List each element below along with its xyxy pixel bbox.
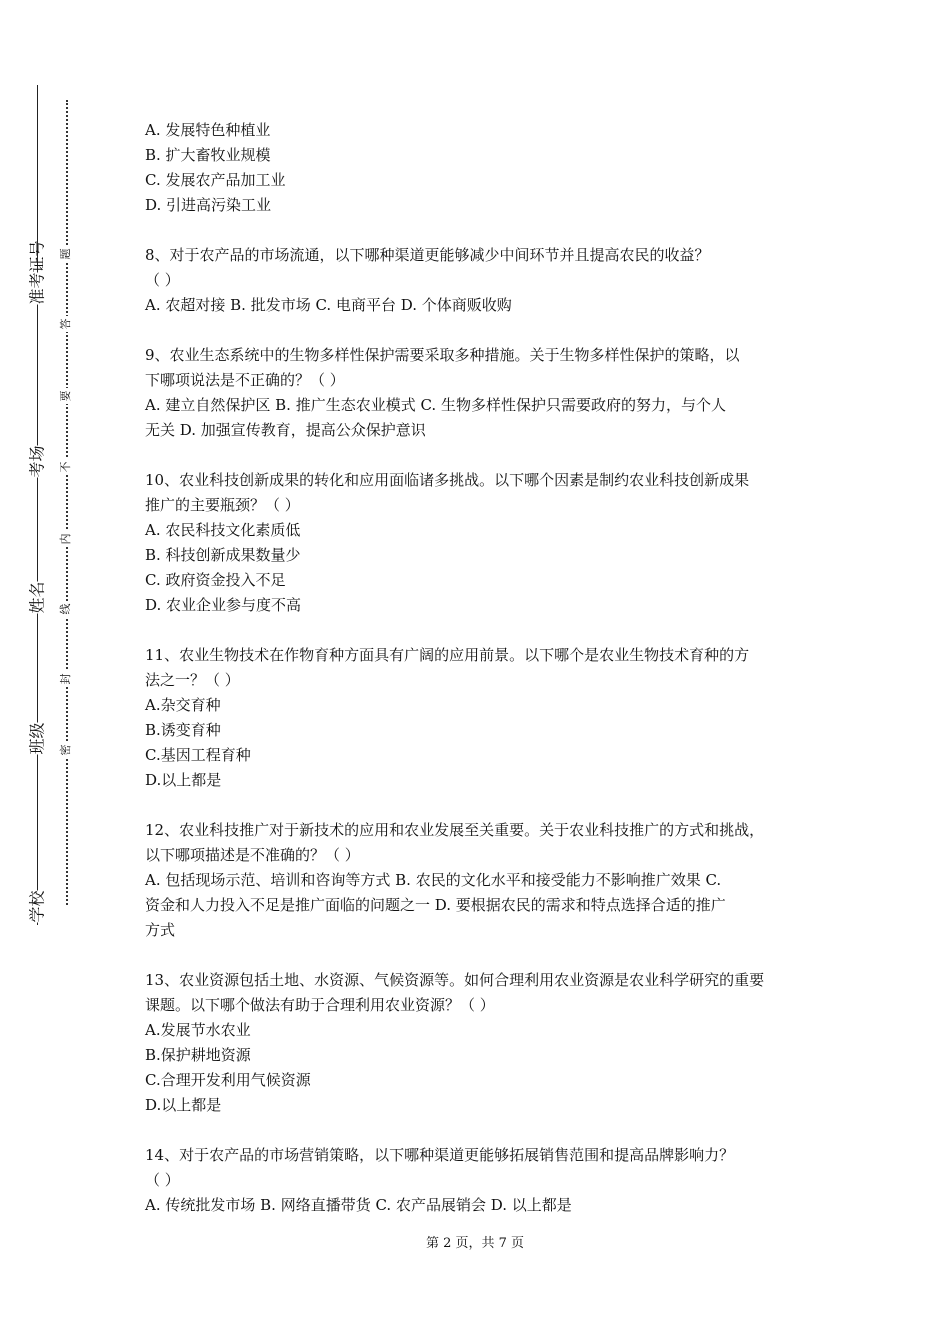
question-text: 推广的主要瓶颈？（ ） [145, 496, 300, 514]
option-line: D.以上都是 [145, 1096, 222, 1114]
binding-solid-line [37, 85, 38, 925]
question-11 [145, 643, 815, 793]
prev-question-options [145, 118, 815, 218]
option-line: D. 农业企业参与度不高 [145, 596, 302, 614]
option-line: 无关 D. 加强宣传教育，提高公众保护意识 [145, 421, 426, 439]
seal-char: 题 [59, 246, 73, 262]
seal-char: 内 [59, 531, 73, 547]
seal-char: 封 [59, 671, 73, 687]
question-text: 9、农业生态系统中的生物多样性保护需要采取多种措施。关于生物多样性保护的策略，以 [145, 346, 740, 364]
option-line: A. 发展特色种植业 [145, 121, 271, 139]
option-line: 方式 [145, 921, 176, 939]
option-line: B.诱变育种 [145, 721, 221, 739]
binding-dotted-line [66, 100, 68, 905]
field-exam-room-label: 考场 [25, 446, 48, 478]
question-12 [145, 818, 815, 943]
seal-char: 线 [59, 601, 73, 617]
option-line: A.杂交育种 [145, 696, 221, 714]
option-line: A. 农超对接 B. 批发市场 C. 电商平台 D. 个体商贩收购 [145, 296, 512, 314]
option-line: D.以上都是 [145, 771, 222, 789]
question-8 [145, 243, 815, 318]
option-line: C.合理开发利用气候资源 [145, 1071, 311, 1089]
option-line: A. 传统批发市场 B. 网络直播带货 C. 农产品展销会 D. 以上都是 [145, 1196, 572, 1214]
question-13 [145, 968, 815, 1118]
question-text: 14、对于农产品的市场营销策略，以下哪种渠道更能够拓展销售范围和提高品牌影响力？ [145, 1146, 735, 1164]
seal-char: 密 [59, 742, 73, 758]
question-14 [145, 1143, 815, 1218]
question-text: 10、农业科技创新成果的转化和应用面临诸多挑战。以下哪个因素是制约农业科技创新成果 [145, 471, 750, 489]
option-line: B. 科技创新成果数量少 [145, 546, 301, 564]
field-exam-id-label: 准考证号 [25, 273, 48, 305]
option-line: B. 扩大畜牧业规模 [145, 146, 271, 164]
question-text: 11、农业生物技术在作物育种方面具有广阔的应用前景。以下哪个是农业生物技术育种的方 [145, 646, 750, 664]
field-class-label: 班级 [25, 723, 48, 755]
question-text: 8、对于农产品的市场流通，以下哪种渠道更能够减少中间环节并且提高农民的收益？ [145, 246, 710, 264]
option-line: C. 政府资金投入不足 [145, 571, 286, 589]
question-text: 法之一？（ ） [145, 671, 240, 689]
seal-char: 要 [59, 388, 73, 404]
option-line: A. 农民科技文化素质低 [145, 521, 301, 539]
option-line: A.发展节水农业 [145, 1021, 251, 1039]
field-school-label: 学校 [25, 891, 48, 923]
option-line: D. 引进高污染工业 [145, 196, 272, 214]
option-line: C. 发展农产品加工业 [145, 171, 286, 189]
option-line: A. 包括现场示范、培训和咨询等方式 B. 农民的文化水平和接受能力不影响推广效果 C. [145, 871, 722, 889]
option-line: A. 建立自然保护区 B. 推广生态农业模式 C. 生物多样性保护只需要政府的努力，与个人 [145, 396, 726, 414]
question-text: 课题。以下哪个做法有助于合理利用农业资源？（ ） [145, 996, 495, 1014]
option-line: C.基因工程育种 [145, 746, 251, 764]
option-line: B.保护耕地资源 [145, 1046, 251, 1064]
field-name-label: 姓名 [25, 582, 48, 614]
exam-content [145, 118, 815, 1218]
question-text: 以下哪项描述是不准确的？（ ） [145, 846, 360, 864]
question-text: （ ） [145, 271, 180, 289]
question-text: （ ） [145, 1171, 180, 1189]
question-text: 下哪项说法是不正确的？（ ） [145, 371, 345, 389]
question-text: 12、农业科技推广对于新技术的应用和农业发展至关重要。关于农业科技推广的方式和挑战， [145, 821, 765, 839]
option-line: 资金和人力投入不足是推广面临的问题之一 D. 要根据农民的需求和特点选择合适的推广 [145, 896, 726, 914]
page-footer: 第 2 页，共 7 页 [425, 1236, 525, 1251]
seal-char: 答 [59, 316, 73, 332]
question-10 [145, 468, 815, 618]
seal-char: 不 [59, 459, 73, 475]
question-text: 13、农业资源包括土地、水资源、气候资源等。如何合理利用农业资源是农业科学研究的重要 [145, 971, 765, 989]
question-9 [145, 343, 815, 443]
